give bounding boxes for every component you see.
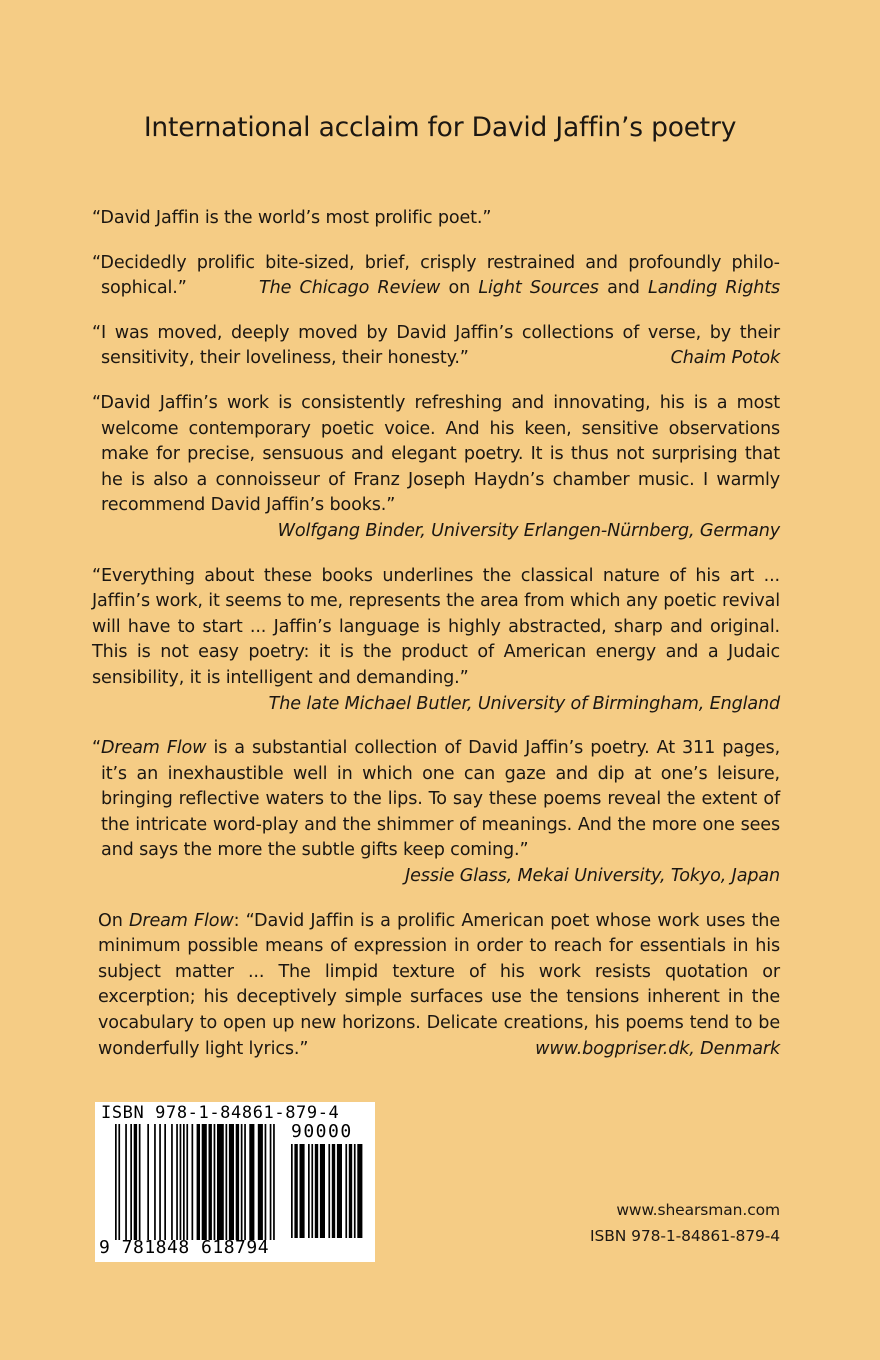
barcode-bar (147, 1124, 149, 1240)
quote-7 (92, 909, 780, 1063)
barcode-bar (183, 1124, 185, 1240)
barcode-bar (214, 1124, 216, 1240)
barcode-bar (139, 1124, 141, 1240)
barcode-bar (186, 1124, 188, 1240)
barcode-bar (229, 1124, 234, 1240)
quote-attribution: www.bogpriser.dk, Denmark (535, 1038, 780, 1059)
barcode-addon-number: 90000 (291, 1121, 353, 1142)
barcode-isbn-label: ISBN 978-1-84861-879-4 (101, 1103, 340, 1123)
barcode-bar (115, 1124, 117, 1240)
book-title: Light Sources (478, 278, 599, 299)
barcode-bar (202, 1124, 207, 1240)
quote-connector: and (598, 278, 649, 299)
barcode-bar (345, 1144, 347, 1238)
isbn-barcode (95, 1102, 375, 1262)
quote-text-body: is a substantial collection of David Jaffin’s poetry. At 311 pages, it’s an inexhaustible well in which one can gaze and dip at one’s leisure, bringing reflective waters to the lips. To say these poems reveal the extent of the intricate word-play and the shimmer of meanings. And the more one sees and says the more the subtle gifts keep coming.” (101, 738, 781, 861)
barcode-bar (357, 1144, 362, 1238)
quote-text (92, 251, 780, 302)
barcode-bar (270, 1124, 272, 1240)
quote-attribution: Wolfgang Binder, University Erlangen-Nürnberg, Germany (277, 520, 780, 541)
quote-text (98, 909, 780, 1063)
barcode-bar (244, 1124, 246, 1240)
barcode-bar (291, 1144, 293, 1238)
barcode-bar (241, 1124, 243, 1240)
barcode-bar (118, 1124, 120, 1240)
barcode-bar (332, 1144, 335, 1238)
barcode-bar (209, 1124, 212, 1240)
barcode-bar (258, 1124, 263, 1240)
barcode-bar (226, 1124, 228, 1240)
barcode-bar (159, 1124, 161, 1240)
barcode-bar (171, 1124, 173, 1240)
open-quote: “ (92, 738, 101, 759)
page-title: International acclaim for David Jaffin’s poetry (143, 112, 737, 143)
barcode-bar (164, 1124, 166, 1240)
quote-text (92, 321, 780, 372)
barcode-ean-number: 9 781848 618794 (99, 1237, 270, 1258)
publisher-website: www.shearsman.com (616, 1201, 780, 1219)
quote-text-body: “I was moved, deeply moved by David Jaffin’s collections of verse, by their sensitivity, their loveliness, their honesty.” (92, 322, 780, 369)
quote-text-body: : “David Jaffin is a prolific American poet whose work uses the minimum possible means of expression in order to reach for essentials in his subject matter ... The limpid texture of his work resists quotation or excerption; his deceptively simple surfaces use the tensions inherent in the vocabulary to open up new horizons. Delicate creations, his poems tend to be wonderfully light lyrics.” (98, 910, 780, 1059)
barcode-bar (349, 1144, 352, 1238)
quote-text (92, 736, 780, 864)
quote-prefix: On (98, 910, 129, 931)
barcode-bar (337, 1144, 342, 1238)
barcode-addon-bars (291, 1144, 367, 1238)
quote-4 (92, 391, 780, 545)
barcode-bar (192, 1124, 194, 1240)
barcode-main-bars (115, 1124, 287, 1240)
quote-1 (92, 206, 780, 232)
publisher-isbn: ISBN 978-1-84861-879-4 (590, 1227, 780, 1245)
quote-text: “David Jaffin is the world’s most prolific poet.” (92, 208, 492, 228)
barcode-bar (176, 1124, 178, 1240)
barcode-bar (308, 1144, 310, 1238)
quote-2 (92, 251, 780, 302)
quote-text-body: “Decidedly prolific bite-sized, brief, crisply restrained and profoundly philosophical.” (92, 252, 780, 299)
quote-5 (92, 564, 780, 718)
barcode-bar (249, 1124, 254, 1240)
barcode-bar (315, 1144, 318, 1238)
quote-source: The Chicago Review (258, 278, 441, 299)
quote-3 (92, 321, 780, 372)
quote-6 (92, 736, 780, 890)
book-title: Dream Flow (100, 738, 207, 759)
book-title: Dream Flow (128, 910, 234, 931)
quotes-section (92, 206, 780, 1081)
barcode-bar (311, 1144, 313, 1238)
quote-text: “David Jaffin’s work is consistently refreshing and innovating, his is a most welcome contemporary poetic voice. And his keen, sensitive observations make for precise, sensuous and elegant poetry. It is thus not surprising that he is also a connoisseur of Franz Joseph Haydn’s chamber music. I warmly recommend David Jaffin’s books.” (92, 392, 780, 516)
barcode-bar (125, 1124, 127, 1240)
quote-attribution: Jessie Glass, Mekai University, Tokyo, Japan (405, 866, 780, 887)
quote-connector: on (440, 278, 479, 299)
barcode-bar (197, 1124, 200, 1240)
barcode-bar (217, 1124, 224, 1240)
barcode-bar (265, 1124, 267, 1240)
quote-text: “Everything about these books underlines the classical nature of his art ... Jaffin’s work, it seems to me, represents the area from which any poetic revival will have to start ... Jaffin’s language is highly abstracted, sharp and original. This is not easy poetry: it is the product of American energy and a Judaic sensibility, it is intelligent and demanding.” (92, 565, 780, 688)
barcode-bar (320, 1144, 325, 1238)
barcode-bar (354, 1144, 356, 1238)
barcode-bar (328, 1144, 330, 1238)
quote-attribution: Chaim Potok (670, 348, 780, 369)
barcode-bar (154, 1124, 156, 1240)
barcode-bar (273, 1124, 275, 1240)
barcode-bar (236, 1124, 239, 1240)
quote-attribution: The late Michael Butler, University of Birmingham, England (268, 693, 780, 714)
barcode-bar (300, 1144, 305, 1238)
barcode-bar (134, 1124, 137, 1240)
barcode-bar (180, 1124, 182, 1240)
barcode-bar (130, 1124, 132, 1240)
book-title: Landing Rights (648, 278, 780, 299)
barcode-bar (294, 1144, 297, 1238)
